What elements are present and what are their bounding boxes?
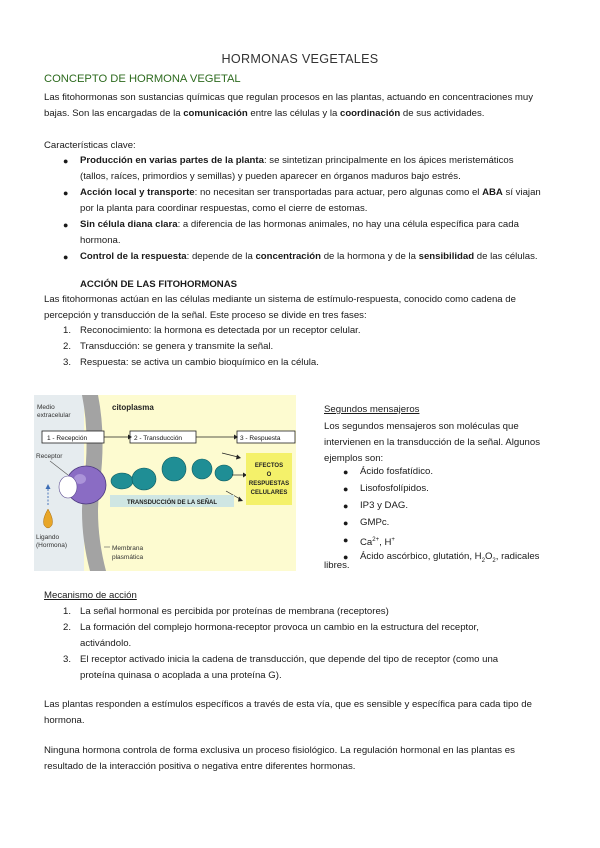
concepto-paragraph	[44, 90, 564, 122]
protein-5	[215, 465, 233, 481]
page-title: HORMONAS VEGETALES	[221, 52, 379, 66]
protein-1	[111, 473, 133, 489]
list-item: 1. La señal hormonal es percibida por proteínas de membrana (receptores)	[63, 606, 389, 617]
membrana-label-2: plasmática	[112, 554, 144, 561]
efectos-line-2: O	[266, 472, 272, 478]
list-item: 3. Respuesta: se activa un cambio bioquímico en la célula.	[63, 357, 319, 368]
segundos-paragraph	[324, 419, 564, 467]
segundos-line-1: Los segundos mensajeros son moléculas que	[324, 421, 519, 432]
medio-label: Medio	[37, 404, 55, 411]
bullet-icon: ●	[343, 501, 349, 511]
final-p2-line-1: Ninguna hormona controla de forma exclusiva un proceso fisiológico. La regulación hormonal en las plantas es	[44, 745, 515, 756]
list-item: ● Sin célula diana clara: a diferencia de las hormonas animales, no hay una célula específica para cada hormona.	[63, 219, 519, 246]
list-item: ● Producción en varias partes de la planta: se sintetizan principalmente en los ápices meristemáticos (tallos, raíces, primordios y semillas) y pueden aparecer en órganos maduros bajo estrés.	[63, 155, 514, 182]
list-item: ● $Ca^{2+}$, H+	[324, 532, 564, 549]
bullet-icon: ●	[63, 188, 69, 198]
step-2-label: 2 - Transducción	[134, 435, 183, 442]
list-item: ● Acción local y transporte: no necesitan ser transportadas para actuar, pero algunas como el ABA sí viajan por la planta para coordinar respuestas, como el cierre de estomas.	[63, 187, 541, 214]
accion-line-1: Las fitohormonas actúan en las células mediante un sistema de estímulo-respuesta, conocido como cadena de	[44, 294, 516, 305]
receptor-label: Receptor	[36, 453, 63, 460]
list-item: ● Ácido ascórbico, glutatión, $H_2O_2$, radicales	[343, 551, 540, 564]
caracteristicas-label: Características clave:	[44, 140, 136, 151]
efectos-line-1: EFECTOS	[254, 463, 284, 469]
protein-3	[162, 457, 186, 481]
list-item: 2. La formación del complejo hormona-receptor provoca un cambio en la estructura del receptor, activándolo.	[63, 622, 479, 649]
list-item: 3. El receptor activado inicia la cadena de transducción, que depende del tipo de receptor (como una proteína quinasa o acoplada a una proteína G).	[63, 654, 499, 681]
final-p1-line-2: hormona.	[44, 715, 85, 726]
accion-line-2: percepción y transducción de la señal. Este proceso se divide en tres fases:	[44, 310, 367, 321]
bullet-icon: ●	[343, 518, 349, 528]
bullet-icon: ●	[63, 220, 69, 230]
bullet-icon: ●	[343, 552, 349, 562]
list-item: 2. Transducción: se genera y transmite la señal.	[63, 341, 274, 352]
ligando-label-2: (Hormona)	[36, 542, 68, 549]
list-item: ● IP3 y DAG.	[324, 498, 564, 515]
fases-list	[44, 323, 564, 371]
segundos-list	[324, 464, 564, 566]
bullet-icon: ●	[343, 484, 349, 494]
final-paragraph-1	[44, 697, 564, 729]
accion-paragraph	[44, 292, 564, 324]
bullet-icon: ●	[343, 535, 349, 545]
mecanismo-heading: Mecanismo de acción	[44, 590, 137, 601]
transduction-diagram	[34, 395, 296, 571]
efectos-line-4: CELULARES	[250, 490, 288, 496]
step-1-label: 1 - Recepción	[47, 435, 88, 442]
concepto-line-2: bajas. Son las encargadas de la comunicación entre las células y la coordinación de sus actividades.	[44, 108, 485, 119]
segundos-heading: Segundos mensajeros	[324, 404, 420, 415]
concepto-heading: CONCEPTO DE HORMONA VEGETAL	[44, 73, 241, 85]
bullet-icon: ●	[63, 252, 69, 262]
protein-2	[132, 468, 156, 490]
citoplasma-label: citoplasma	[112, 403, 154, 412]
transduccion-label: TRANSDUCCIÓN DE LA SEÑAL	[126, 500, 218, 506]
extracelular-label: extracelular	[37, 412, 71, 419]
segundos-line-3: ejemplos son:	[324, 453, 384, 464]
segundos-libres: libres.	[324, 560, 350, 571]
bullet-icon: ●	[343, 467, 349, 477]
list-item: ● GMPc.	[324, 515, 564, 532]
step-3-label: 3 - Respuesta	[240, 435, 281, 442]
efectos-box	[246, 453, 292, 505]
caracteristicas-list	[44, 153, 564, 265]
list-item: ● Lisofosfolípidos.	[324, 481, 564, 498]
list-item: ● Ácido fosfatídico.	[324, 464, 564, 481]
final-paragraph-2	[44, 743, 564, 775]
concepto-line-1: Las fitohormonas son sustancias químicas que regulan procesos en las plantas, actuando en concentraciones muy	[44, 92, 534, 103]
final-p1-line-1: Las plantas responden a estímulos específicos a través de esta vía, que es sensible y específica para cada tipo de	[44, 699, 532, 710]
bullet-icon: ●	[63, 156, 69, 166]
list-item: 1. Reconocimiento: la hormona es detectada por un receptor celular.	[63, 325, 361, 336]
membrana-label-1: Membrana	[112, 545, 144, 552]
efectos-line-3: RESPUESTAS	[248, 481, 290, 487]
protein-4	[192, 459, 212, 479]
segundos-line-2: intervienen en la transducción de la señal. Algunos	[324, 437, 541, 448]
list-item: ● Control de la respuesta: depende de la concentración de la hormona y de la sensibilidad de las células.	[44, 249, 564, 265]
receptor-pocket	[59, 476, 77, 498]
accion-heading: ACCIÓN DE LAS FITOHORMONAS	[80, 279, 238, 290]
ligando-label-1: Ligando	[36, 534, 60, 541]
final-p2-line-2: resultado de la interacción positiva o negativa entre diferentes hormonas.	[44, 761, 356, 772]
mecanismo-list	[44, 604, 564, 684]
